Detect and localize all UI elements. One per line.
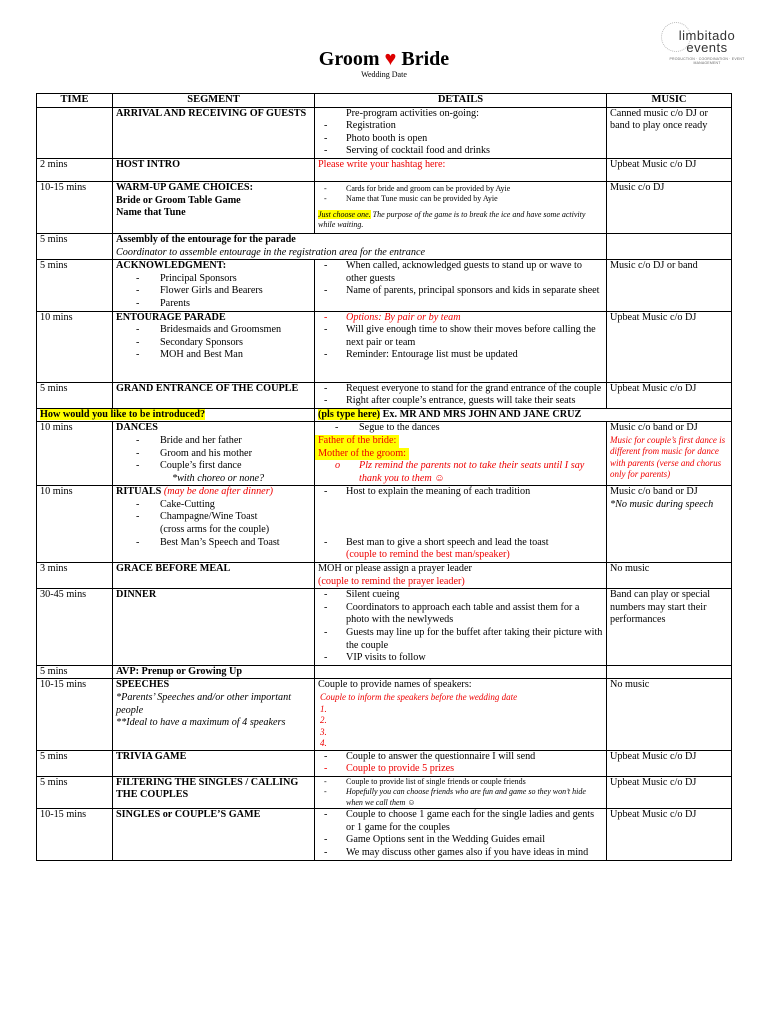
list-item: - Couple to provide list of single friends or couple friends [318, 777, 603, 788]
program-table [36, 93, 732, 861]
segment-cell: FILTERING THE SINGLES / CALLING THE COUPLES [113, 776, 315, 809]
list-item: - Request everyone to stand for the grand entrance of the couple [318, 383, 603, 396]
table-row [37, 311, 732, 382]
details-cell [315, 665, 607, 679]
details-cell [315, 679, 607, 750]
list-item: - Registration [318, 120, 603, 133]
intro-answer-placeholder: (pls type here) [318, 408, 381, 420]
segment-cell: GRACE BEFORE MEAL [113, 563, 315, 589]
music-cell [607, 233, 732, 259]
music-cell: Upbeat Music c/o DJ [607, 809, 732, 860]
time-cell: 30-45 mins [37, 589, 113, 666]
segment-title: ENTOURAGE PARADE [116, 311, 226, 323]
details-cell [315, 486, 607, 563]
list-item: - Name that Tune music can be provided by Ayie [318, 194, 603, 205]
speaker-slot: 4. [320, 738, 327, 748]
time-cell: 10-15 mins [37, 679, 113, 750]
segment-sub: Bride or Groom Table Game [116, 194, 241, 206]
music-text: Music c/o band or DJ [610, 422, 698, 434]
segment-title: DANCES [116, 422, 158, 434]
list-item: - Parents [116, 298, 311, 311]
list-item: - Host to explain the meaning of each tradition [318, 486, 603, 499]
time-cell: 5 mins [37, 260, 113, 311]
list-item: - Right after couple’s entrance, guests will take their seats [318, 395, 603, 408]
list-item: - Cake-Cutting [116, 499, 311, 512]
details-text: MOH or please assign a prayer leader [318, 563, 472, 575]
list-item: - Segue to the dances [315, 422, 603, 435]
time-cell: 5 mins [37, 382, 113, 408]
warmup-note [318, 210, 603, 233]
music-cell: Upbeat Music c/o DJ [607, 776, 732, 809]
details-cell [315, 563, 607, 589]
speaker-slot: 1. [320, 703, 327, 714]
list-item: - Couple to answer the questionnaire I will send [318, 751, 603, 764]
list-item: - MOH and Best Man [116, 349, 311, 362]
table-row [37, 486, 732, 563]
table-row [37, 408, 732, 422]
segment-cell [113, 260, 315, 311]
table-row [37, 589, 732, 666]
list-item: - Serving of cocktail food and drinks [318, 145, 603, 158]
time-cell: 5 mins [37, 776, 113, 809]
speaker-slot: 3. [320, 726, 327, 737]
intro-answer-cell [315, 408, 732, 422]
details-cell [315, 107, 607, 158]
music-cell: Canned music c/o DJ or band to play once ready [607, 107, 732, 158]
segment-sub: Name that Tune [116, 207, 186, 219]
segment-cell [113, 679, 315, 750]
table-row [37, 665, 732, 679]
father-label: Father of the bride: [315, 435, 399, 448]
music-cell: No music [607, 563, 732, 589]
music-cell: No music [607, 679, 732, 750]
segment-cell: AVP: Prenup or Growing Up [113, 665, 315, 679]
details-cell [315, 181, 607, 233]
speaker-list [318, 704, 603, 750]
segment-note: *Parents’ Speeches and/or other important people [116, 692, 292, 716]
list-item: - Secondary Sponsors [116, 337, 311, 350]
time-cell: 10 mins [37, 422, 113, 486]
groom-label: Groom [318, 48, 380, 70]
table-row [37, 107, 732, 158]
segment-note: **Ideal to have a maximum of 4 speakers [116, 717, 286, 729]
music-text: Music c/o band or DJ [610, 486, 698, 498]
music-cell: Music c/o DJ [607, 181, 732, 233]
note-text: The purpose of the game is to break the ice and have some activity while waiting. [318, 209, 586, 230]
music-cell: Band can play or special numbers may start their performances [607, 589, 732, 666]
music-cell: Upbeat Music c/o DJ [607, 750, 732, 776]
logo-text: limbitado events [678, 28, 736, 55]
logo-tagline: PRODUCTION · COORDINATION · EVENT MANAGEMENT [669, 57, 745, 65]
page-title [0, 48, 768, 71]
list-item: - Photo booth is open [318, 133, 603, 146]
time-cell: 5 mins [37, 665, 113, 679]
segment-title: RITUALS [116, 486, 162, 498]
details-cell: Please write your hashtag here: [315, 158, 607, 181]
segment-cell: GRAND ENTRANCE OF THE COUPLE [113, 382, 315, 408]
col-segment: SEGMENT [113, 94, 315, 108]
bride-label: Bride [401, 48, 450, 70]
list-item: - Guests may line up for the buffet after taking their picture with the couple [318, 627, 603, 652]
table-row [37, 260, 732, 311]
list-item: - Principal Sponsors [116, 273, 311, 286]
time-cell: 10 mins [37, 486, 113, 563]
time-cell [37, 107, 113, 158]
details-note: Couple to inform the speakers before the wedding date [320, 692, 518, 702]
segment-note: *with choreo or none? [172, 472, 265, 484]
table-row [37, 679, 732, 750]
list-item: - Best Man’s Speech and Toast [116, 537, 311, 550]
list-item: - VIP visits to follow [318, 652, 603, 665]
music-cell: Upbeat Music c/o DJ [607, 158, 732, 181]
list-item: - Couple to choose 1 game each for the single ladies and gents or 1 game for the couples [318, 809, 603, 834]
segment-cell: ARRIVAL AND RECEIVING OF GUESTS [113, 107, 315, 158]
list-item: - Bridesmaids and Groomsmen [116, 324, 311, 337]
list-item: - Couple’s first dance [116, 460, 311, 473]
music-note: *No music during speech [610, 498, 714, 510]
details-note: (couple to remind the best man/speaker) [346, 549, 510, 561]
table-row [37, 750, 732, 776]
list-item: - Options: By pair or by team [318, 312, 603, 325]
table-row [37, 158, 732, 181]
segment-cell: DINNER [113, 589, 315, 666]
table-row [37, 422, 732, 486]
time-cell: 3 mins [37, 563, 113, 589]
details-cell [315, 589, 607, 666]
table-row [37, 382, 732, 408]
list-item: - Groom and his mother [116, 448, 311, 461]
details-cell [315, 382, 607, 408]
col-details: DETAILS [315, 94, 607, 108]
table-row [37, 563, 732, 589]
details-cell [315, 809, 607, 860]
time-cell: 2 mins [37, 158, 113, 181]
time-cell: 10 mins [37, 311, 113, 382]
segment-note: (may be done after dinner) [163, 486, 274, 498]
col-time: TIME [37, 94, 113, 108]
segment-note: Coordinator to assemble entourage in the registration area for the entrance [116, 246, 425, 258]
music-cell: Upbeat Music c/o DJ [607, 382, 732, 408]
details-cell [315, 260, 607, 311]
list-item: - Name of parents, principal sponsors and kids in separate sheet [318, 285, 603, 298]
details-note: (couple to remind the prayer leader) [318, 575, 465, 587]
list-item: - Flower Girls and Bearers [116, 285, 311, 298]
list-item: - When called, acknowledged guests to stand up or wave to other guests [318, 260, 603, 285]
toast-note: (cross arms for the couple) [160, 524, 270, 536]
list-item: - Best man to give a short speech and lead the toast [318, 537, 603, 550]
music-cell [607, 486, 732, 563]
segment-cell [113, 422, 315, 486]
table-header-row [37, 94, 732, 108]
col-music: MUSIC [607, 94, 732, 108]
segment-title: ACKNOWLEDGMENT: [116, 260, 227, 272]
segment-cell: SINGLES or COUPLE’S GAME [113, 809, 315, 860]
time-cell: 5 mins [37, 233, 113, 259]
list-item: - Bride and her father [116, 435, 311, 448]
heart-icon: ♥ [384, 48, 397, 70]
details-text: Pre-program activities on-going: [346, 107, 479, 119]
list-item: - We may discuss other games also if you have ideas in mind [318, 847, 603, 860]
speaker-slot: 2. [320, 715, 327, 725]
segment-title-wrap [116, 486, 311, 499]
time-cell: 10-15 mins [37, 181, 113, 233]
music-cell: Upbeat Music c/o DJ [607, 311, 732, 382]
list-item: - Coordinators to approach each table and assist them for a photo with the newlyweds [318, 602, 603, 627]
segment-cell [113, 486, 315, 563]
segment-cell: TRIVIA GAME [113, 750, 315, 776]
segment-cell: HOST INTRO [113, 158, 315, 181]
segment-title: SPEECHES [116, 679, 170, 691]
spacer [318, 499, 603, 537]
table-row [37, 776, 732, 809]
list-item: - Game Options sent in the Wedding Guides email [318, 834, 603, 847]
music-cell: Music c/o DJ or band [607, 260, 732, 311]
intro-question: How would you like to be introduced? [40, 408, 206, 420]
list-item: - Will give enough time to show their moves before calling the next pair or team [318, 324, 603, 349]
highlight-text: Just choose one. [318, 209, 371, 219]
mother-label: Mother of the groom: [315, 448, 409, 461]
list-item: - Hopefully you can choose friends who are fun and game so they won’t hide when we call them ☺ [318, 787, 603, 808]
music-cell [607, 422, 732, 486]
list-item: - Champagne/Wine Toast [116, 511, 311, 524]
details-cell [315, 776, 607, 809]
segment-title: WARM-UP GAME CHOICES: [116, 181, 253, 193]
list-item: - Silent cueing [318, 589, 603, 602]
list-item: o Plz remind the parents not to take their seats until I say thank you to them ☺ [315, 460, 603, 485]
time-cell: 10-15 mins [37, 809, 113, 860]
list-item: - Cards for bride and groom can be provided by Ayie [318, 184, 603, 195]
music-note: Music for couple’s first dance is different from music for dance with parents (verse and chorus only for parents) [610, 434, 726, 480]
details-cell [315, 750, 607, 776]
segment-cell [113, 181, 315, 233]
wedding-date: Wedding Date [361, 70, 407, 79]
segment-cell [113, 233, 607, 259]
details-text: Couple to provide names of speakers: [318, 679, 472, 691]
table-row [37, 233, 732, 259]
intro-question-cell [37, 408, 315, 422]
intro-example: Ex. MR AND MRS JOHN AND JANE CRUZ [380, 408, 582, 420]
details-cell [315, 311, 607, 382]
details-cell [315, 422, 607, 486]
list-item: - Couple to provide 5 prizes [318, 763, 603, 776]
list-item: - Reminder: Entourage list must be updated [318, 349, 603, 362]
table-row [37, 809, 732, 860]
music-cell [607, 665, 732, 679]
time-cell: 5 mins [37, 750, 113, 776]
segment-cell [113, 311, 315, 382]
table-row [37, 181, 732, 233]
segment-title: Assembly of the entourage for the parade [116, 233, 296, 245]
